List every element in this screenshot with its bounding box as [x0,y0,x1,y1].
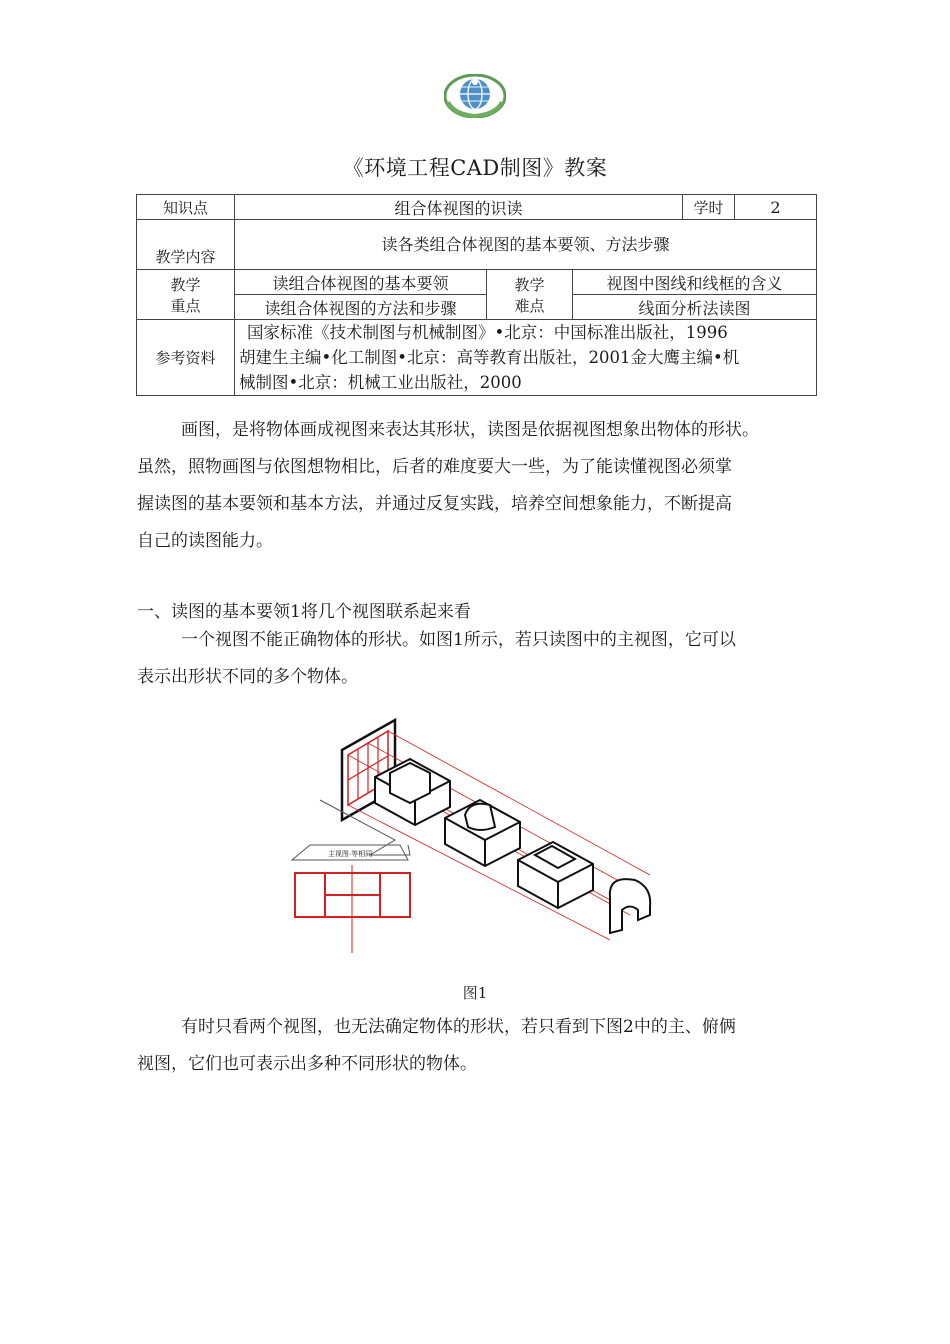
intro-paragraph [137,412,837,560]
reference-line-3: 械制图•北京：机械工业出版社，2000 [239,373,522,392]
hours-value: 2 [735,195,817,220]
content-value: 读各类组合体视图的基本要领、方法步骤 [235,220,817,270]
board-label: 主视图·等相同 [327,851,373,858]
front-view-drawing [292,845,410,953]
key-item-2: 读组合体视图的方法和步骤 [235,295,487,320]
document-title: 《环境工程CAD制图》教案 [342,156,608,180]
key-points-label [137,270,235,320]
para2-line-1: 一个视图不能正确物体的形状。如图1所示，若只读图中的主视图，它可以 [181,630,736,650]
key-label-line-2: 重点 [170,296,201,315]
reference-line-1: 国家标准《技术制图与机械制图》•北京：中国标准出版社，1996 [247,323,728,342]
diff-label-line-2: 难点 [514,296,545,315]
hours-label: 学时 [683,195,735,220]
globe-emblem-icon [444,74,506,118]
knowledge-value: 组合体视图的识读 [235,195,683,220]
intro-line-4: 自己的读图能力。 [137,531,273,551]
figure-1-caption: 图1 [462,984,488,1002]
diff-label-line-1: 教学 [514,275,545,294]
para2-line-2: 表示出形状不同的多个物体。 [137,667,358,687]
paragraph-3 [137,1009,837,1083]
figure-1-projection-drawing [290,715,670,960]
section-heading: 一、读图的基本要领1将几个视图联系起来看 [137,602,471,622]
references-label: 参考资料 [137,320,235,396]
solid-block-2 [445,800,520,866]
solid-block-4 [610,879,650,933]
difficulty-label [487,270,573,320]
references-value [235,320,817,396]
intro-line-3: 握读图的基本要领和基本方法，并通过反复实践，培养空间想象能力，不断提高 [137,494,732,514]
solid-block-1 [375,759,450,825]
knowledge-label: 知识点 [137,195,235,220]
key-label-line-1: 教学 [170,275,201,294]
key-item-1: 读组合体视图的基本要领 [235,270,487,295]
difficulty-item-2: 线面分析法读图 [573,295,817,320]
reference-line-2: 胡建生主编•化工制图•北京：高等教育出版社，2001金大鹰主编•机 [239,348,740,367]
difficulty-item-1: 视图中图线和线框的含义 [573,270,817,295]
paragraph-2 [137,622,837,696]
para3-line-2: 视图，它们也可表示出多种不同形状的物体。 [137,1054,477,1074]
content-label: 教学内容 [137,220,235,270]
para3-line-1: 有时只看两个视图，也无法确定物体的形状，若只看到下图2中的主、俯俩 [181,1017,736,1037]
intro-line-1: 画图，是将物体画成视图来表达其形状，读图是依据视图想象出物体的形状。 [181,420,759,440]
lesson-info-table [136,194,817,396]
intro-line-2: 虽然，照物画图与依图想物相比，后者的难度要大一些，为了能读懂视图必须掌 [137,457,732,477]
